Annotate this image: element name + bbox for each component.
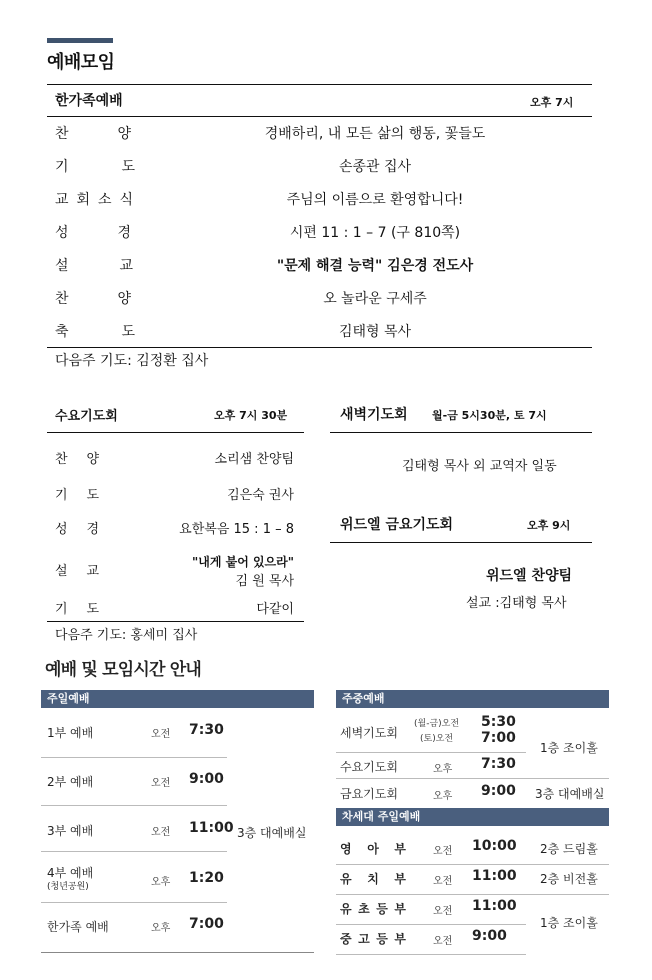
row-divider xyxy=(336,924,526,925)
row-value: 다같이 xyxy=(256,602,294,617)
sched-name: 1부 예배 xyxy=(47,726,94,740)
section-accent-bar xyxy=(47,38,113,43)
schedule-title: 예배 및 모임시간 안내 xyxy=(45,660,201,680)
row-divider xyxy=(41,952,314,953)
row-divider xyxy=(336,778,609,779)
friday-title: 위드엘 금요기도회 xyxy=(340,517,454,533)
sched-place: 2층 비전홀 xyxy=(540,872,598,886)
sched-dawn-time1: 5:30 xyxy=(481,714,516,730)
row-label: 찬 양 xyxy=(55,291,131,307)
sunday-place: 3층 대예배실 xyxy=(237,826,307,840)
row-value: 경배하리, 내 모든 삶의 행동, 꽃들도 xyxy=(264,126,486,142)
row-label: 교 회 소 식 xyxy=(55,192,133,208)
sched-name: 유 초 등 부 xyxy=(340,902,406,916)
sched-place: 2층 드림홀 xyxy=(540,842,598,856)
sched-ampm: 오전 xyxy=(151,778,171,789)
row-divider xyxy=(336,752,526,753)
row-label: 찬 양 xyxy=(55,452,99,467)
row-divider xyxy=(336,954,526,955)
section-title: 예배모임 xyxy=(47,52,115,73)
sched-time: 9:00 xyxy=(472,928,507,944)
divider xyxy=(47,84,592,85)
friday-preacher: 설교 :김태형 목사 xyxy=(466,596,567,611)
sched-name: 영 아 부 xyxy=(340,842,406,856)
sched-fri-ampm: 오후 xyxy=(433,791,453,802)
row-label: 성 경 xyxy=(55,225,131,241)
next-gen-header: 차세대 주일예배 xyxy=(336,808,609,826)
sched-ampm: 오전 xyxy=(433,876,453,887)
family-worship-title: 한가족예배 xyxy=(55,93,123,109)
row-divider xyxy=(41,805,227,806)
row-value: 오 놀라운 구세주 xyxy=(323,291,427,307)
wednesday-title: 수요기도회 xyxy=(55,409,118,424)
row-label: 기 도 xyxy=(55,602,99,617)
friday-time: 오후 9시 xyxy=(527,519,571,532)
divider xyxy=(47,116,592,117)
sched-time: 1:20 xyxy=(189,870,224,886)
sched-time: 11:00 xyxy=(472,868,517,884)
row-divider xyxy=(41,851,227,852)
sched-time: 9:00 xyxy=(189,771,224,787)
friday-team: 위드엘 찬양팀 xyxy=(486,568,573,584)
sched-name: 한가족 예배 xyxy=(47,920,109,934)
wednesday-next-prayer: 다음주 기도: 홍세미 집사 xyxy=(55,628,198,643)
sched-ampm: 오전 xyxy=(433,906,453,917)
sched-dawn-place: 1층 조이홀 xyxy=(540,741,598,755)
next-gen-place: 1층 조이홀 xyxy=(540,916,598,930)
row-value: 김은숙 권사 xyxy=(227,488,294,503)
row-divider xyxy=(41,757,227,758)
dawn-title: 새벽기도회 xyxy=(340,407,408,423)
wednesday-time: 오후 7시 30분 xyxy=(214,409,288,422)
divider xyxy=(330,432,592,433)
sched-ampm: 오전 xyxy=(151,729,171,740)
sched-time: 11:00 xyxy=(472,898,517,914)
row-value: 요한복음 15 : 1 – 8 xyxy=(179,522,294,537)
weekday-header: 주중예배 xyxy=(336,690,609,708)
sched-dawn-ampm2: (토)오전 xyxy=(420,734,454,744)
sunday-header: 주일예배 xyxy=(41,690,314,708)
sched-sub: (청년공원) xyxy=(47,882,89,892)
sched-time: 7:30 xyxy=(189,722,224,738)
row-label: 축 도 xyxy=(55,324,135,340)
sched-ampm: 오전 xyxy=(433,936,453,947)
dawn-text: 김태형 목사 외 교역자 일동 xyxy=(402,459,557,474)
sched-wed-name: 수요기도회 xyxy=(340,760,398,774)
divider xyxy=(47,432,304,433)
row-value: 소리샘 찬양팀 xyxy=(214,452,294,467)
row-value: "문제 해결 능력" 김은경 전도사 xyxy=(276,258,474,274)
family-worship-time: 오후 7시 xyxy=(530,96,574,109)
sched-ampm: 오전 xyxy=(151,827,171,838)
divider xyxy=(330,542,592,543)
row-label: 성 경 xyxy=(55,522,99,537)
sched-name: 유 치 부 xyxy=(340,872,406,886)
sched-time: 10:00 xyxy=(472,838,517,854)
next-week-prayer: 다음주 기도: 김정환 집사 xyxy=(55,353,209,369)
dawn-subtitle: 월-금 5시30분, 토 7시 xyxy=(432,409,547,422)
row-divider xyxy=(41,902,227,903)
sched-ampm: 오후 xyxy=(151,877,171,888)
sched-name: 4부 예배 xyxy=(47,866,94,880)
sched-fri-place: 3층 대예배실 xyxy=(535,787,605,801)
row-divider xyxy=(336,894,609,895)
row-label: 설 교 xyxy=(55,258,133,274)
sched-name: 중 고 등 부 xyxy=(340,932,406,946)
row-value: 주님의 이름으로 환영합니다! xyxy=(286,192,464,208)
sched-wed-time: 7:30 xyxy=(481,756,516,772)
sched-time: 7:00 xyxy=(189,916,224,932)
row-label: 기 도 xyxy=(55,488,99,503)
sched-fri-name: 금요기도회 xyxy=(340,787,398,801)
row-value: "내게 붙어 있으라" xyxy=(191,555,294,569)
row-divider xyxy=(336,864,609,865)
row-label: 찬 양 xyxy=(55,126,131,142)
sched-wed-ampm: 오후 xyxy=(433,764,453,775)
sched-fri-time: 9:00 xyxy=(481,783,516,799)
sched-dawn-time2: 7:00 xyxy=(481,730,516,746)
sched-name: 3부 예배 xyxy=(47,824,94,838)
sched-time: 11:00 xyxy=(189,820,234,836)
row-value: 손종관 집사 xyxy=(338,159,412,175)
row-value-2: 김 원 목사 xyxy=(235,574,294,589)
sched-ampm: 오전 xyxy=(433,846,453,857)
row-label: 설 교 xyxy=(55,564,99,579)
sched-ampm: 오후 xyxy=(151,923,171,934)
sched-name: 2부 예배 xyxy=(47,775,94,789)
sched-dawn-name: 세벽기도회 xyxy=(340,726,398,740)
row-value: 김태형 목사 xyxy=(338,324,412,340)
divider xyxy=(47,621,304,622)
row-label: 기 도 xyxy=(55,159,135,175)
sched-dawn-ampm1: (월-금)오전 xyxy=(414,719,460,729)
row-value: 시편 11 : 1 – 7 (구 810쪽) xyxy=(289,225,461,241)
divider xyxy=(47,347,592,348)
